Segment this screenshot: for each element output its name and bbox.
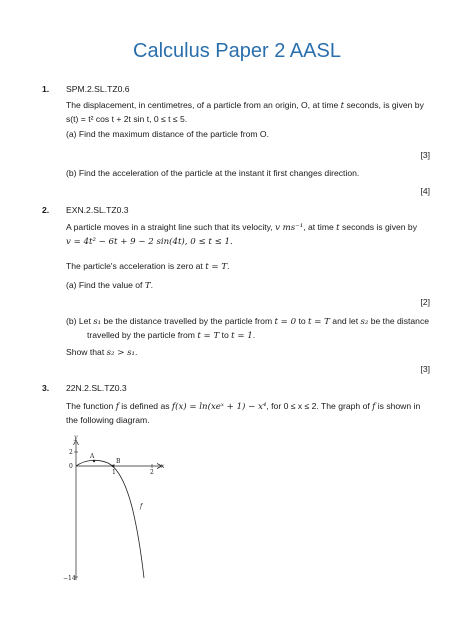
question-1-number: 1.: [42, 84, 50, 94]
question-1-code: SPM.2.SL.TZ0.6: [66, 84, 130, 94]
document-title: Calculus Paper 2 AASL: [133, 40, 341, 62]
question-3-stem: The function f is defined as f(x) = ln(xeˣ + 1) − x⁴, for 0 ≤ x ≤ 2. The graph of f is shown in the following diagram.: [66, 401, 421, 425]
question-2-part-b: (b) Let s₁ be the distance travelled by the particle from t = 0 to t = T and let s₂ be the distance travelled by the particle from t = T to t = 1.: [66, 316, 430, 341]
point-b-label: B: [116, 458, 121, 465]
function-graph-svg: [58, 432, 178, 592]
y-tick-label-minus-14: −14: [63, 575, 76, 582]
x-axis-label: x: [161, 463, 165, 470]
question-2-code: EXN.2.SL.TZ0.3: [66, 205, 129, 215]
point-b-marker: [112, 465, 114, 467]
x-tick-label-2: 2: [150, 469, 154, 476]
question-2-number: 2.: [42, 205, 50, 215]
function-graph: [58, 432, 178, 592]
question-1-part-a-marks: [3]: [420, 150, 430, 160]
point-a-marker: [93, 460, 95, 462]
question-1-part-a: (a) Find the maximum distance of the particle from O.: [66, 129, 269, 139]
y-tick-label-2: 2: [69, 449, 73, 456]
question-1-part-b-marks: [4]: [420, 186, 430, 196]
curve-label: f: [140, 503, 143, 510]
question-3-number: 3.: [42, 383, 50, 393]
question-2-part-a: (a) Find the value of T.: [66, 280, 153, 291]
y-axis-label: y: [74, 434, 78, 441]
question-2-acceleration: The particle's acceleration is zero at t = T.: [66, 261, 230, 272]
question-2-show-that: Show that s₂ > s₁.: [66, 347, 138, 358]
function-curve: [76, 460, 144, 578]
question-3-code: 22N.2.SL.TZ0.3: [66, 383, 127, 393]
question-1-part-b: (b) Find the acceleration of the particle at the instant it first changes direction.: [66, 168, 360, 178]
origin-label: 0: [69, 463, 73, 470]
question-2-stem: A particle moves in a straight line such that its velocity, v ms⁻¹, at time t seconds is given by v = 4t² − 6t + 9 − 2 sin(4t), 0 ≤ t ≤ 1.: [66, 222, 418, 247]
question-2-part-b-marks: [3]: [420, 364, 430, 374]
question-2-equation: v = 4t² − 6t + 9 − 2 sin(4t), 0 ≤ t ≤ 1.: [66, 237, 233, 247]
point-a-label: A: [90, 453, 95, 460]
x-tick-label-1: 1: [112, 469, 116, 476]
question-1-stem: The displacement, in centimetres, of a particle from an origin, O, at time t seconds, is given by s(t) = t² cos t + 2t sin t, 0 ≤ t ≤ 5.: [66, 100, 424, 124]
question-2-part-a-marks: [2]: [420, 297, 430, 307]
